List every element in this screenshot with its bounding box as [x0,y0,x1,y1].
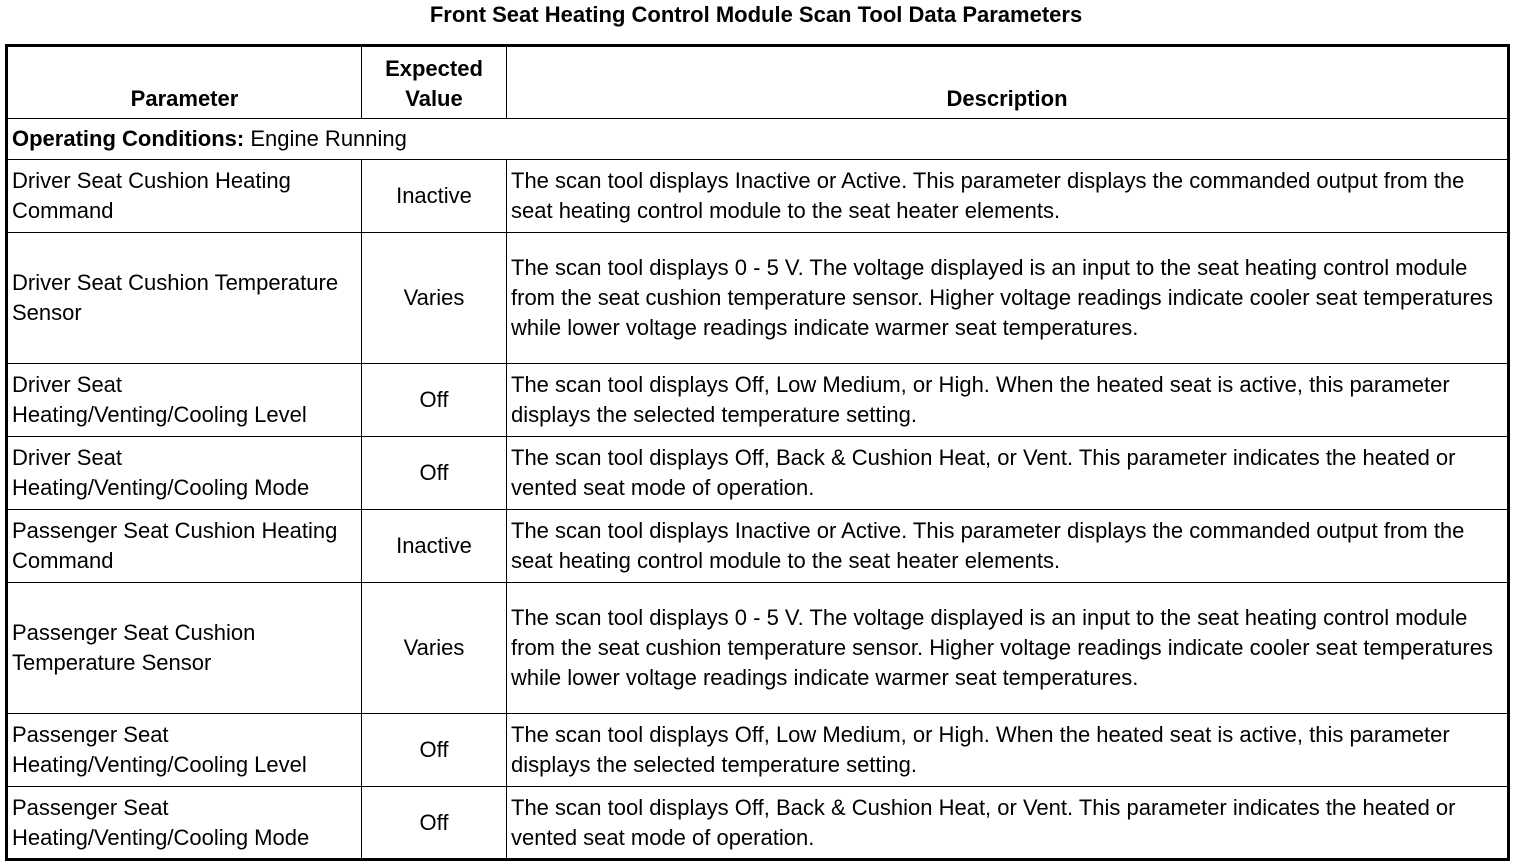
description-cell: The scan tool displays Off, Back & Cushion Heat, or Vent. This parameter indicates the heated or vented seat mode of operation. [507,787,1509,860]
operating-conditions-value: Engine Running [244,126,407,151]
table-row [7,160,1509,233]
parameter-cell: Passenger Seat Heating/Venting/Cooling Mode [7,787,362,860]
header-expected-line2: Value [405,86,463,111]
description-cell: The scan tool displays Off, Low Medium, or High. When the heated seat is active, this parameter displays the selected temperature setting. [507,364,1509,437]
description-cell: The scan tool displays Inactive or Active. This parameter displays the commanded output from the seat heating control module to the seat heater elements. [507,160,1509,233]
expected-value-cell: Off [362,787,507,860]
table-title: Front Seat Heating Control Module Scan Tool Data Parameters [429,2,1083,27]
table-row [7,714,1509,787]
parameter-cell: Passenger Seat Heating/Venting/Cooling Level [7,714,362,787]
expected-value-cell: Inactive [362,510,507,583]
parameter-cell: Passenger Seat Cushion Temperature Sensor [7,583,362,714]
expected-value-cell: Off [362,364,507,437]
parameter-cell: Driver Seat Cushion Temperature Sensor [7,233,362,364]
expected-value-cell: Varies [362,583,507,714]
parameter-cell: Driver Seat Heating/Venting/Cooling Level [7,364,362,437]
operating-conditions-row [7,119,1509,160]
header-description: Description [507,46,1509,119]
expected-value-cell: Off [362,437,507,510]
parameter-cell: Driver Seat Cushion Heating Command [7,160,362,233]
description-cell: The scan tool displays Off, Low Medium, or High. When the heated seat is active, this parameter displays the selected temperature setting. [507,714,1509,787]
description-cell: The scan tool displays Off, Back & Cushion Heat, or Vent. This parameter indicates the heated or vented seat mode of operation. [507,437,1509,510]
table-row [7,364,1509,437]
description-cell: The scan tool displays 0 - 5 V. The voltage displayed is an input to the seat heating control module from the seat cushion temperature sensor. Higher voltage readings indicate cooler seat temperatures while lower voltage readings indicate warmer seat temperatures. [507,233,1509,364]
parameter-cell: Passenger Seat Cushion Heating Command [7,510,362,583]
expected-value-cell: Inactive [362,160,507,233]
operating-conditions-label: Operating Conditions: [12,126,245,151]
header-parameter: Parameter [7,46,362,119]
table-row [7,437,1509,510]
description-cell: The scan tool displays 0 - 5 V. The voltage displayed is an input to the seat heating control module from the seat cushion temperature sensor. Higher voltage readings indicate cooler seat temperatures while lower voltage readings indicate warmer seat temperatures. [507,583,1509,714]
parameter-cell: Driver Seat Heating/Venting/Cooling Mode [7,437,362,510]
parameters-table [5,44,1510,861]
table-row [7,510,1509,583]
table-row [7,583,1509,714]
description-cell: The scan tool displays Inactive or Active. This parameter displays the commanded output from the seat heating control module to the seat heater elements. [507,510,1509,583]
header-row [7,46,1509,119]
operating-conditions-cell [7,119,1509,160]
expected-value-cell: Varies [362,233,507,364]
table-row [7,787,1509,860]
table-row [7,233,1509,364]
header-expected-value [362,46,507,119]
header-expected-line1: Expected [385,56,483,81]
expected-value-cell: Off [362,714,507,787]
